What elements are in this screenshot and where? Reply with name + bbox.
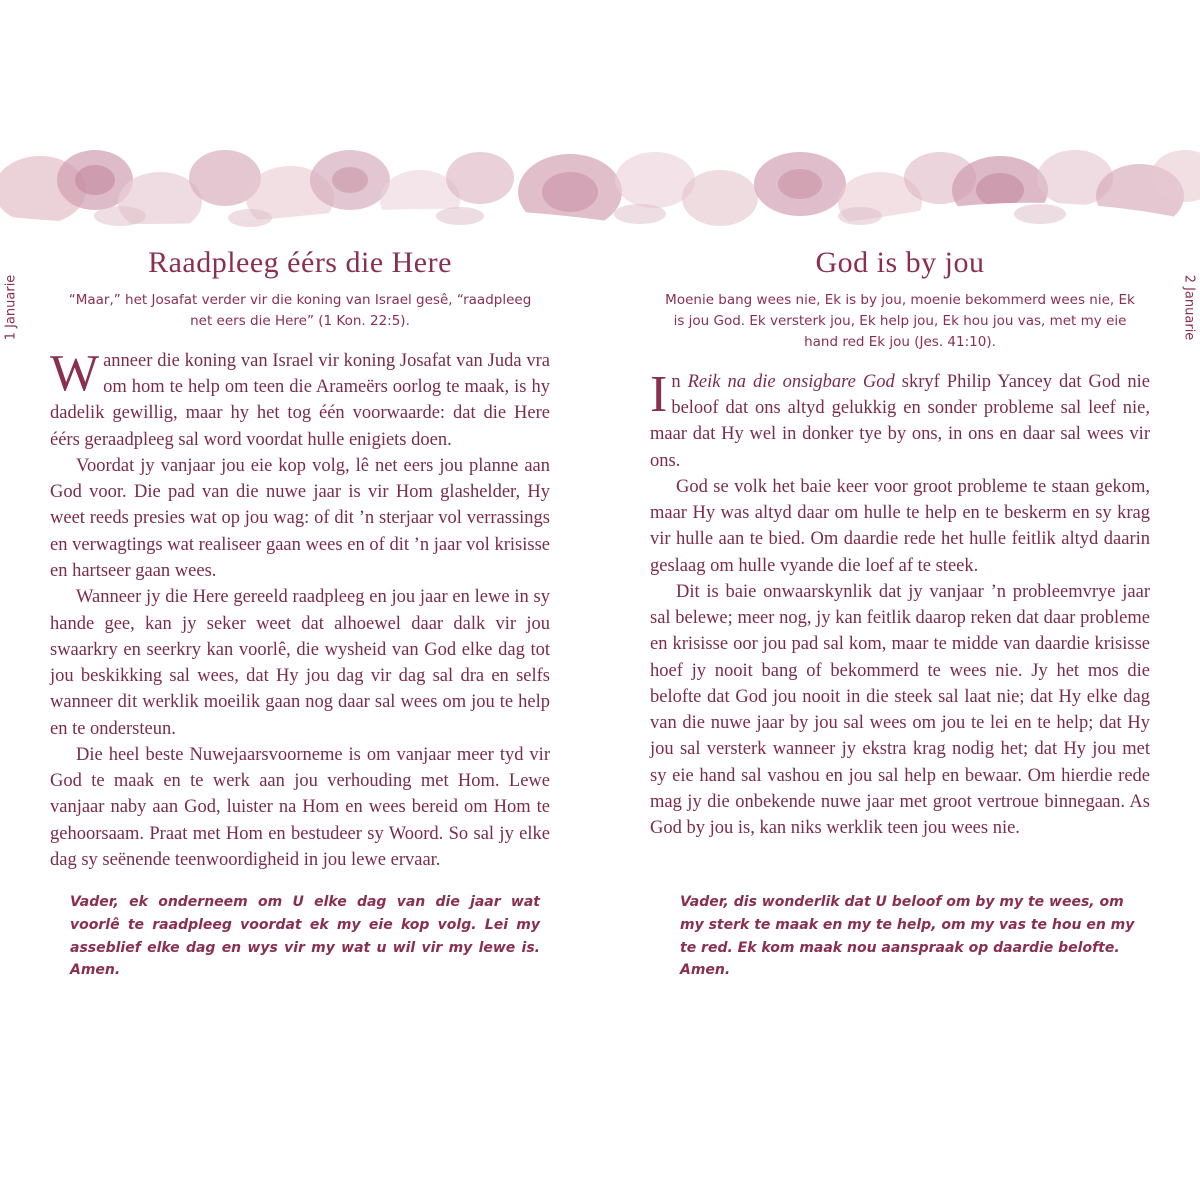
- dropcap-right: I: [650, 365, 668, 423]
- roses-svg: [0, 150, 1200, 238]
- side-date-left: 1 Januarie: [3, 274, 19, 341]
- side-date-right: 2 Januarie: [1181, 274, 1197, 341]
- dropcap-left: W: [50, 344, 100, 402]
- page-title-left: Raadpleeg éérs die Here: [148, 246, 452, 279]
- scripture-verse-right: Moenie bang wees nie, Ek is by jou, moenie bekommerd wees nie, Ek is jou God. Ek versterk jou, Ek help jou, Ek hou jou vas, met my eie hand red Ek jou (Jes. 41:10).: [665, 292, 1135, 350]
- devotional-columns: [0, 238, 1200, 1020]
- paragraph-left-2: Voordat jy vanjaar jou eie kop volg, lê net eers jou planne aan God voor. Die pad van die nuwe jaar is vir Hom glashelder, Hy weet reeds presies wat op jou wag: of dit ’n sterjaar vol verrassings en verwagtings wat realiseer gaan wees en of dit ’n jaar vol krisisse en hartseer gaan wees.: [50, 455, 550, 581]
- book-title-italic: Reik na die onsigbare God: [687, 371, 895, 392]
- paragraph-left-1: [50, 344, 550, 453]
- paragraph-right-1: [650, 365, 1151, 474]
- prayer-left: Vader, ek onderneem om U elke dag van die jaar wat voorlê te raadpleeg voordat ek my eie kop volg. Lei my asseblief elke dag en wys vir my wat u wil vir my lewe is. Amen.: [70, 894, 540, 979]
- devotional-right: [650, 238, 1150, 1020]
- paragraph-left-4: Die heel beste Nuwejaarsvoorneme is om vanjaar meer tyd vir God te maak en te werk aan jou verhouding met Hom. Lewe vanjaar naby aan God, luister na Hom en wees bereid om Hom te gehoorsaam. Praat met Hom en bestudeer sy Woord. So sal jy elke dag sy seënende teenwoordigheid in jou lewe ervaar.: [50, 744, 550, 870]
- body-text-left: [50, 344, 550, 873]
- paragraph-left-3: Wanneer jy die Here gereeld raadpleeg en jou jaar en lewe in sy hande gee, kan jy seker weet dat alhoewel daar dalk vir jou swaarkry en seerkry kan voorlê, die wysheid van God elke dag tot jou beskikking sal wees, dat Hy jou dag vir dag sal dra en selfs wanneer dit werklik moeilik gaan nog daar sal wees om jou te help en te ondersteun.: [50, 587, 550, 739]
- paragraph-right-2: God se volk het baie keer voor groot probleme te staan gekom, maar Hy was altyd daar om hulle te help en te beskerm en sy krag vir hulle aan te bied. Om daardie rede het hulle feitlik altyd daarin geslaag om hulle vyande die loef af te steek.: [650, 476, 1150, 576]
- page-title-right: God is by jou: [815, 246, 985, 279]
- paragraph-left-1-text: anneer die koning van Israel vir koning Josafat van Juda vra om hom te help om teen die Arameërs oorlog te maak, is hy dadelik gewillig, maar hy het tog één voorwaarde: dat die Here éérs geraadpleeg sal word voordat hulle enigiets doen.: [50, 350, 550, 450]
- floral-border-decoration: [0, 150, 1200, 238]
- prayer-right: Vader, dis wonderlik dat U beloof om by my te wees, om my sterk te maak en my te help, om my vas te hou en my te red. Ek kom maak nou aanspraak op daardie belofte. Amen.: [680, 894, 1135, 979]
- devotional-page: [0, 150, 1200, 1020]
- paragraph-right-1-post: skryf Philip Yancey dat God nie beloof dat ons altyd gelukkig en sonder probleme sal leef nie, maar dat Hy wel in donker tye by ons, in ons en daar sal wees vir ons.: [650, 371, 1151, 471]
- paragraph-right-3: Dit is baie onwaarskynlik dat jy vanjaar ’n probleemvrye jaar sal belewe; meer nog, jy kan feitlik daarop reken dat daar probleme en krisisse oor jou pad sal kom, maar te midde van daardie krisisse hoef jy nooit bang of bekommerd te wees nie. Jy het mos die belofte dat God jou nooit in die steek sal laat nie; dat Hy elke dag van die nuwe jaar by jou sal wees om jou te lei en te help; dat Hy jou sal versterk wanneer jy ekstra krag nodig het; dat Hy jou met sy eie hand sal vashou en jou sal help en bewaar. Om hierdie rede mag jy die onbekende nuwe jaar met groot vertroue binnegaan. As God by jou is, kan niks werklik teen jou wees nie.: [650, 581, 1150, 839]
- paragraph-right-1-pre: n: [671, 371, 688, 392]
- devotional-left: [50, 238, 550, 1020]
- body-text-right: [650, 365, 1151, 842]
- scripture-verse-left: “Maar,” het Josafat verder vir die koning van Israel gesê, “raadpleeg net eers die Here” (1 Kon. 22:5).: [68, 292, 532, 329]
